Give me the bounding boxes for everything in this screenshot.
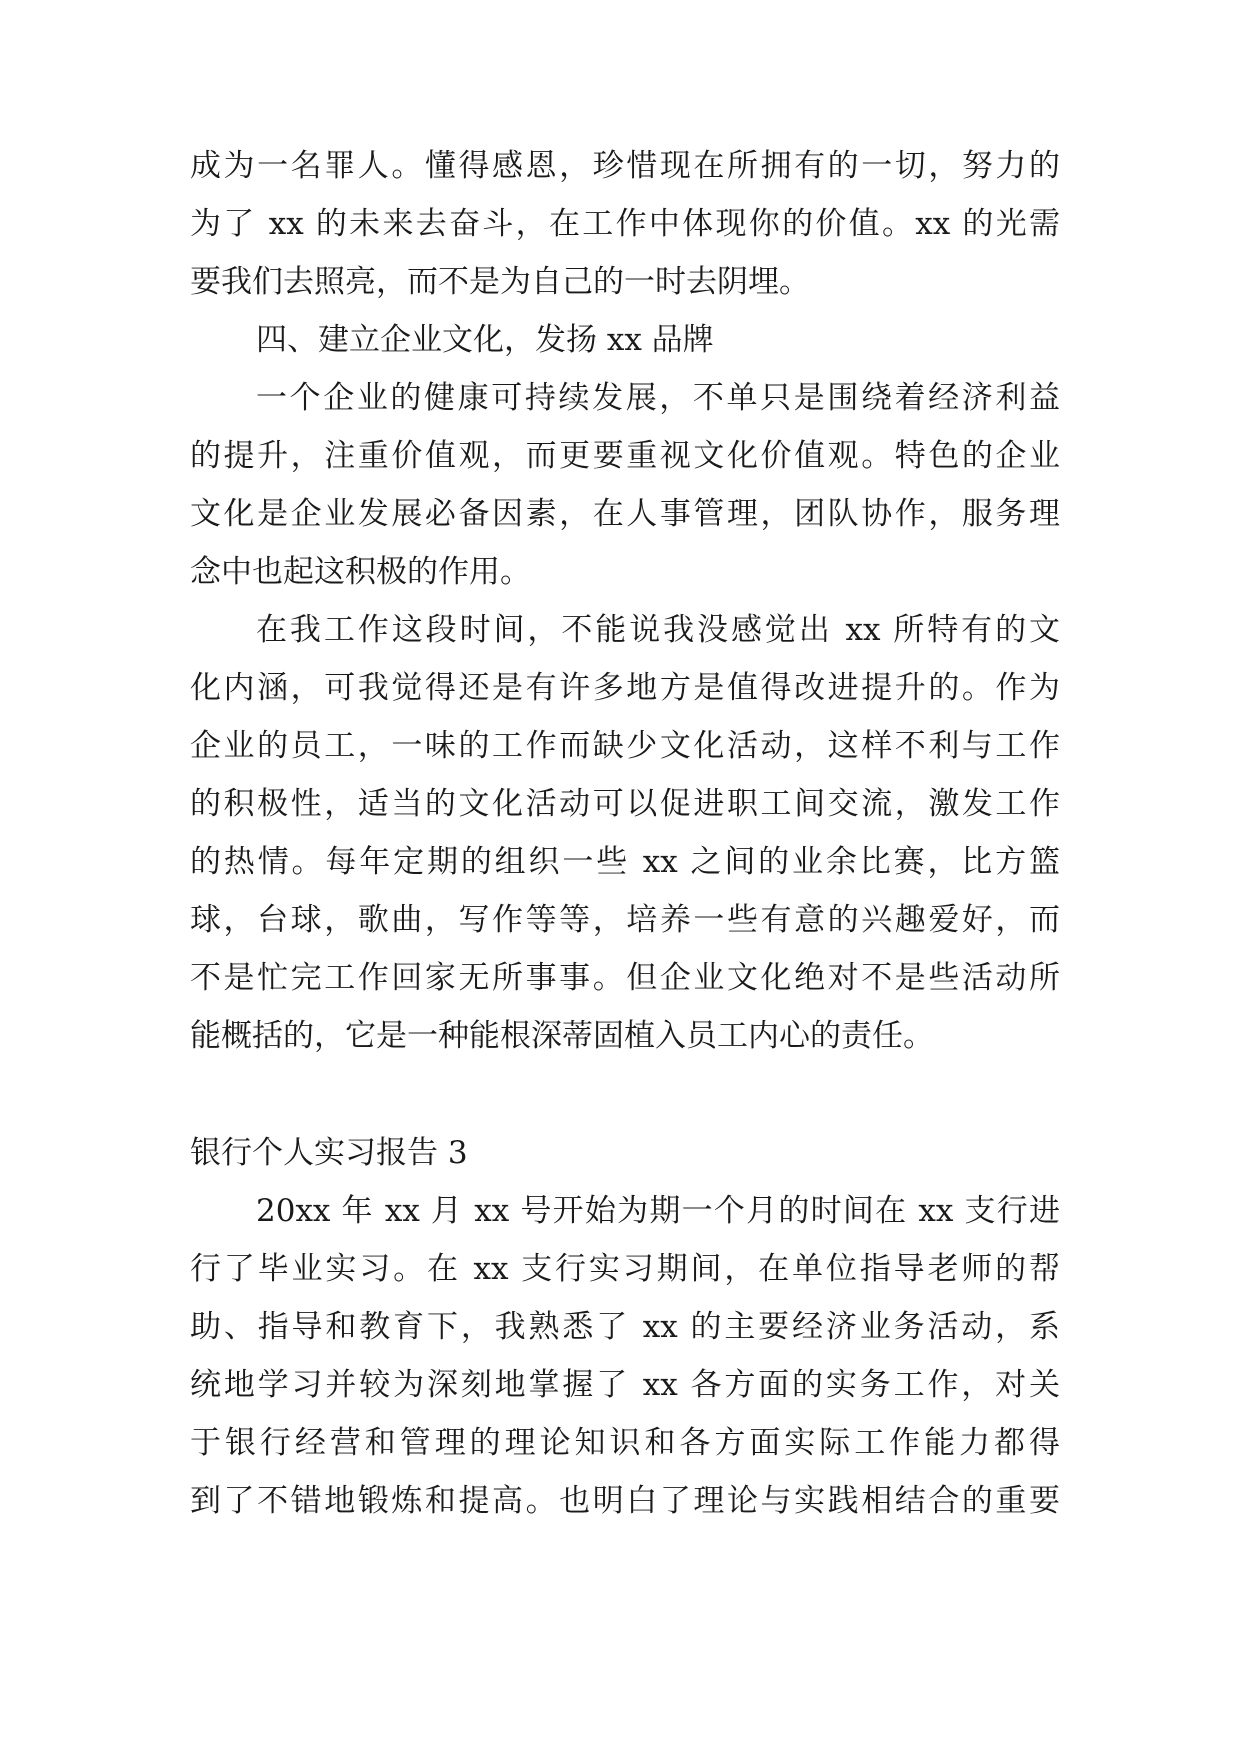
continuation-line-3: 要我们去照亮，而不是为自己的一时去阴埋。 (190, 264, 810, 300)
paragraph-line: 的提升，注重价值观，而更要重视文化价值观。特色的企业 (190, 438, 1060, 474)
paragraph-line: 文化是企业发展必备因素，在人事管理，团队协作，服务理 (190, 496, 1060, 532)
paragraph-line: 行了毕业实习。在 xx 支行实习期间，在单位指导老师的帮 (190, 1251, 1060, 1287)
paragraph-line: 的热情。每年定期的组织一些 xx 之间的业余比赛，比方篮 (190, 844, 1060, 880)
paragraph-line: 统地学习并较为深刻地掌握了 xx 各方面的实务工作，对关 (190, 1367, 1060, 1403)
paragraph-line: 的积极性，适当的文化活动可以促进职工间交流，激发工作 (190, 786, 1060, 822)
continuation-line-1: 成为一名罪人。懂得感恩，珍惜现在所拥有的一切，努力的 (190, 148, 1060, 184)
paragraph-line: 在我工作这段时间，不能说我没感觉出 xx 所特有的文 (256, 612, 1060, 648)
section-heading: 四、建立企业文化，发扬 xx 品牌 (256, 322, 714, 358)
paragraph-line: 一个企业的健康可持续发展，不单只是围绕着经济利益 (256, 380, 1060, 416)
paragraph-line: 不是忙完工作回家无所事事。但企业文化绝对不是些活动所 (190, 960, 1060, 996)
paragraph-line: 球，台球，歌曲，写作等等，培养一些有意的兴趣爱好，而 (190, 902, 1060, 938)
paragraph-line: 能概括的，它是一种能根深蒂固植入员工内心的责任。 (190, 1018, 934, 1054)
continuation-line-2: 为了 xx 的未来去奋斗，在工作中体现你的价值。xx 的光需 (190, 206, 1060, 242)
paragraph-line: 20xx 年 xx 月 xx 号开始为期一个月的时间在 xx 支行进 (256, 1193, 1060, 1229)
paragraph-line: 企业的员工，一味的工作而缺少文化活动，这样不利与工作 (190, 728, 1060, 764)
paragraph-line: 到了不错地锻炼和提高。也明白了理论与实践相结合的重要 (190, 1483, 1060, 1519)
paragraph-line: 于银行经营和管理的理论知识和各方面实际工作能力都得 (190, 1425, 1060, 1461)
paragraph-line: 助、指导和教育下，我熟悉了 xx 的主要经济业务活动，系 (190, 1309, 1060, 1345)
paragraph-line: 念中也起这积极的作用。 (190, 554, 531, 590)
report-title: 银行个人实习报告 3 (190, 1135, 468, 1171)
paragraph-line: 化内涵，可我觉得还是有许多地方是值得改进提升的。作为 (190, 670, 1060, 706)
